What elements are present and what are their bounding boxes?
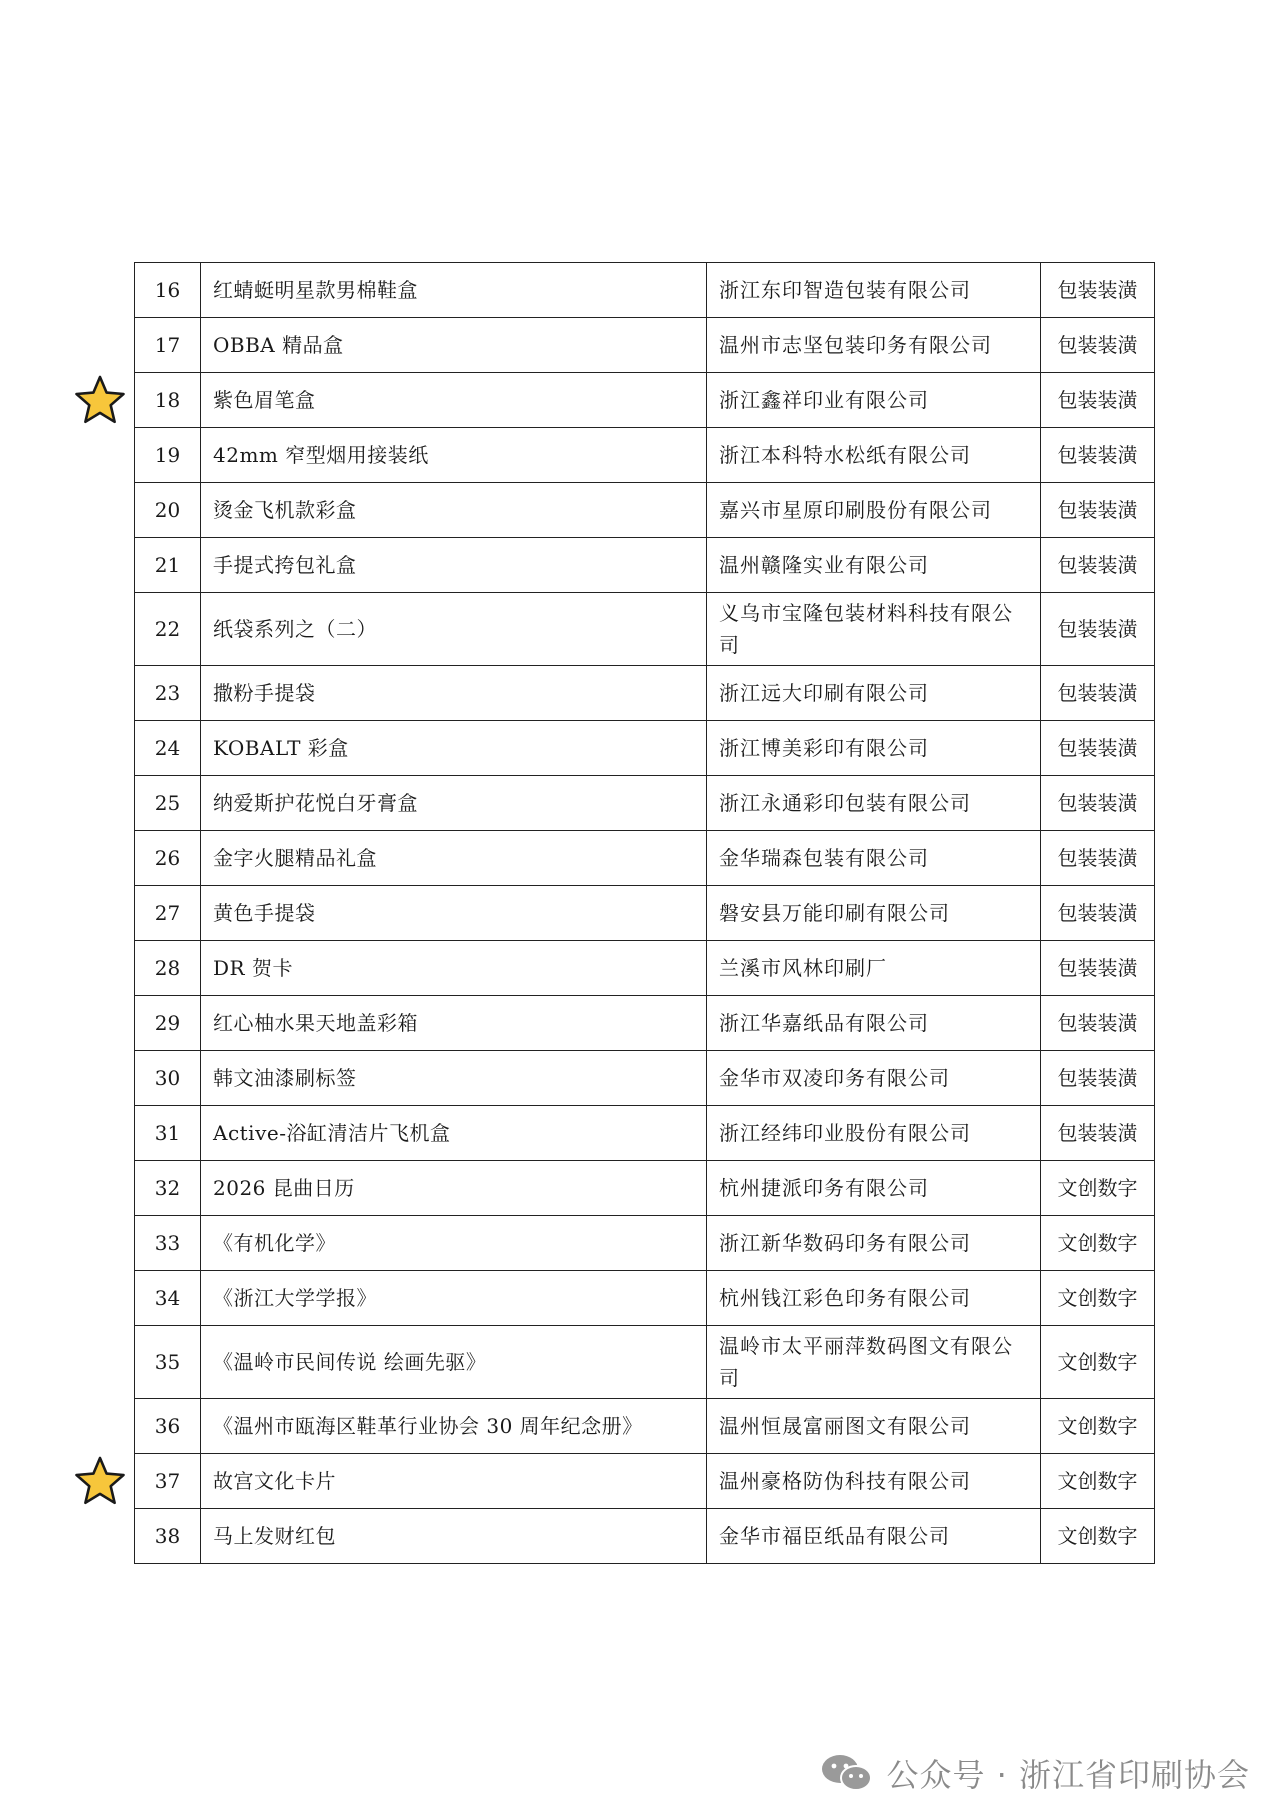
table-row xyxy=(135,666,1155,721)
row-number: 35 xyxy=(135,1326,201,1399)
row-number: 33 xyxy=(135,1216,201,1271)
product-name: 手提式挎包礼盒 xyxy=(201,538,707,593)
award-category: 包装装潢 xyxy=(1041,721,1155,776)
product-name: 《有机化学》 xyxy=(201,1216,707,1271)
award-category: 包装装潢 xyxy=(1041,593,1155,666)
row-number: 34 xyxy=(135,1271,201,1326)
award-category: 包装装潢 xyxy=(1041,538,1155,593)
footer-text: 公众号 · 浙江省印刷协会 xyxy=(886,1756,1250,1794)
company-name: 浙江远大印刷有限公司 xyxy=(707,666,1041,721)
award-category: 包装装潢 xyxy=(1041,318,1155,373)
company-name: 义乌市宝隆包装材料科技有限公司 xyxy=(707,593,1041,666)
footer-watermark xyxy=(820,1750,1250,1796)
row-number: 24 xyxy=(135,721,201,776)
product-name: 韩文油漆刷标签 xyxy=(201,1051,707,1106)
table-row xyxy=(135,1106,1155,1161)
row-number: 17 xyxy=(135,318,201,373)
award-category: 文创数字 xyxy=(1041,1399,1155,1454)
company-name: 杭州钱江彩色印务有限公司 xyxy=(707,1271,1041,1326)
table-row xyxy=(135,1051,1155,1106)
wechat-icon xyxy=(820,1753,874,1793)
row-number: 32 xyxy=(135,1161,201,1216)
table-row xyxy=(135,538,1155,593)
row-number: 18 xyxy=(135,373,201,428)
company-name: 杭州捷派印务有限公司 xyxy=(707,1161,1041,1216)
product-name: 红心柚水果天地盖彩箱 xyxy=(201,996,707,1051)
award-category: 包装装潢 xyxy=(1041,776,1155,831)
award-category: 包装装潢 xyxy=(1041,428,1155,483)
star-icon xyxy=(73,1455,127,1507)
award-category: 文创数字 xyxy=(1041,1271,1155,1326)
company-name: 温州豪格防伪科技有限公司 xyxy=(707,1454,1041,1509)
row-number: 38 xyxy=(135,1509,201,1564)
company-name: 磐安县万能印刷有限公司 xyxy=(707,886,1041,941)
product-name: 撒粉手提袋 xyxy=(201,666,707,721)
product-name: OBBA 精品盒 xyxy=(201,318,707,373)
award-category: 包装装潢 xyxy=(1041,886,1155,941)
award-category: 包装装潢 xyxy=(1041,831,1155,886)
award-category: 包装装潢 xyxy=(1041,1051,1155,1106)
table-row xyxy=(135,1216,1155,1271)
company-name: 浙江新华数码印务有限公司 xyxy=(707,1216,1041,1271)
company-name: 嘉兴市星原印刷股份有限公司 xyxy=(707,483,1041,538)
row-number: 21 xyxy=(135,538,201,593)
table-row xyxy=(135,1509,1155,1564)
company-name: 浙江本科特水松纸有限公司 xyxy=(707,428,1041,483)
table-row xyxy=(135,941,1155,996)
award-category: 包装装潢 xyxy=(1041,263,1155,318)
table-row xyxy=(135,996,1155,1051)
table-row xyxy=(135,1271,1155,1326)
company-name: 金华瑞森包装有限公司 xyxy=(707,831,1041,886)
row-number: 20 xyxy=(135,483,201,538)
product-name: DR 贺卡 xyxy=(201,941,707,996)
company-name: 浙江经纬印业股份有限公司 xyxy=(707,1106,1041,1161)
company-name: 兰溪市风林印刷厂 xyxy=(707,941,1041,996)
company-name: 温州市志坚包装印务有限公司 xyxy=(707,318,1041,373)
table-row xyxy=(135,1454,1155,1509)
product-name: 马上发财红包 xyxy=(201,1509,707,1564)
row-number: 29 xyxy=(135,996,201,1051)
product-name: 红蜻蜓明星款男棉鞋盒 xyxy=(201,263,707,318)
award-category: 文创数字 xyxy=(1041,1454,1155,1509)
award-category: 文创数字 xyxy=(1041,1509,1155,1564)
table-row xyxy=(135,428,1155,483)
table-row xyxy=(135,776,1155,831)
awards-table xyxy=(134,262,1155,1564)
table-row xyxy=(135,318,1155,373)
award-category: 包装装潢 xyxy=(1041,1106,1155,1161)
company-name: 金华市福臣纸品有限公司 xyxy=(707,1509,1041,1564)
award-category: 包装装潢 xyxy=(1041,666,1155,721)
company-name: 温州赣隆实业有限公司 xyxy=(707,538,1041,593)
company-name: 浙江东印智造包装有限公司 xyxy=(707,263,1041,318)
product-name: Active-浴缸清洁片飞机盒 xyxy=(201,1106,707,1161)
company-name: 温州恒晟富丽图文有限公司 xyxy=(707,1399,1041,1454)
star-icon xyxy=(73,374,127,426)
product-name: 2026 昆曲日历 xyxy=(201,1161,707,1216)
row-number: 27 xyxy=(135,886,201,941)
table-row xyxy=(135,373,1155,428)
product-name: 《温州市瓯海区鞋革行业协会 30 周年纪念册》 xyxy=(201,1399,707,1454)
row-number: 30 xyxy=(135,1051,201,1106)
row-number: 16 xyxy=(135,263,201,318)
product-name: KOBALT 彩盒 xyxy=(201,721,707,776)
company-name: 温岭市太平丽萍数码图文有限公司 xyxy=(707,1326,1041,1399)
product-name: 42mm 窄型烟用接装纸 xyxy=(201,428,707,483)
award-category: 包装装潢 xyxy=(1041,996,1155,1051)
table-row xyxy=(135,1161,1155,1216)
table-row xyxy=(135,483,1155,538)
product-name: 烫金飞机款彩盒 xyxy=(201,483,707,538)
table-row xyxy=(135,1399,1155,1454)
award-category: 文创数字 xyxy=(1041,1216,1155,1271)
award-category: 包装装潢 xyxy=(1041,941,1155,996)
product-name: 纳爱斯护花悦白牙膏盒 xyxy=(201,776,707,831)
company-name: 浙江华嘉纸品有限公司 xyxy=(707,996,1041,1051)
row-number: 19 xyxy=(135,428,201,483)
product-name: 《温岭市民间传说 绘画先驱》 xyxy=(201,1326,707,1399)
row-number: 22 xyxy=(135,593,201,666)
award-category: 文创数字 xyxy=(1041,1326,1155,1399)
product-name: 金字火腿精品礼盒 xyxy=(201,831,707,886)
row-number: 26 xyxy=(135,831,201,886)
row-number: 25 xyxy=(135,776,201,831)
award-category: 包装装潢 xyxy=(1041,483,1155,538)
row-number: 36 xyxy=(135,1399,201,1454)
table-row xyxy=(135,263,1155,318)
company-name: 浙江博美彩印有限公司 xyxy=(707,721,1041,776)
company-name: 浙江鑫祥印业有限公司 xyxy=(707,373,1041,428)
table-row xyxy=(135,1326,1155,1399)
product-name: 黄色手提袋 xyxy=(201,886,707,941)
table-body xyxy=(135,263,1155,1564)
company-name: 浙江永通彩印包装有限公司 xyxy=(707,776,1041,831)
award-category: 包装装潢 xyxy=(1041,373,1155,428)
award-category: 文创数字 xyxy=(1041,1161,1155,1216)
row-number: 31 xyxy=(135,1106,201,1161)
table-row xyxy=(135,721,1155,776)
company-name: 金华市双凌印务有限公司 xyxy=(707,1051,1041,1106)
table-row xyxy=(135,886,1155,941)
product-name: 故宫文化卡片 xyxy=(201,1454,707,1509)
row-number: 37 xyxy=(135,1454,201,1509)
table-row xyxy=(135,831,1155,886)
row-number: 28 xyxy=(135,941,201,996)
row-number: 23 xyxy=(135,666,201,721)
product-name: 紫色眉笔盒 xyxy=(201,373,707,428)
table-row xyxy=(135,593,1155,666)
product-name: 《浙江大学学报》 xyxy=(201,1271,707,1326)
product-name: 纸袋系列之（二） xyxy=(201,593,707,666)
